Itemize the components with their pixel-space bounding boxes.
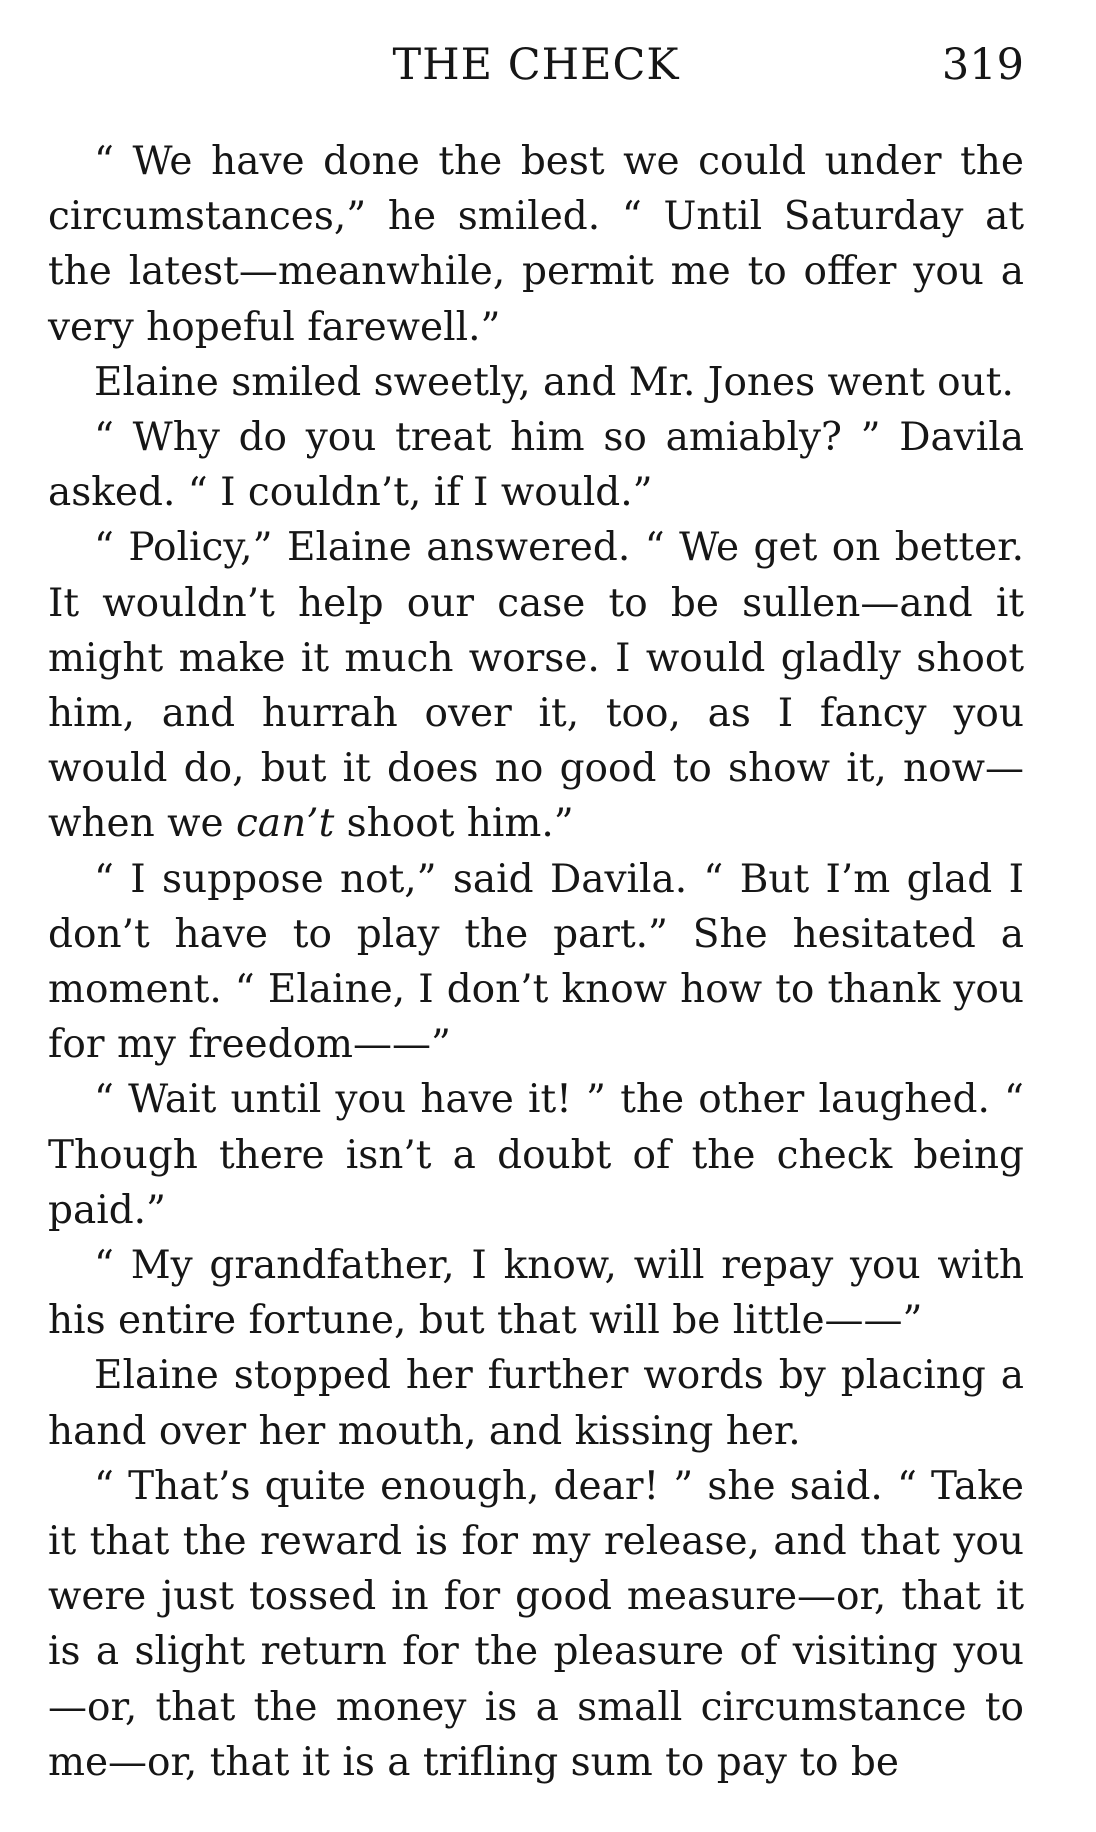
running-title: THE CHECK [392,40,680,90]
paragraph: “ That’s quite enough, dear! ” she said. “ Take it that the reward is for my release, and that you were just tossed in for good measure—or, that it is a slight return for the pleasure of visiting you—or, that the money is a small circumstance to me—or, that it is a trifling sum to pay to be [48,1463,1024,1785]
book-page [48,0,1024,1832]
paragraph: “ My grandfather, I know, will repay you with his entire fortune, but that will be little——” [48,1243,1024,1344]
paragraph-text: shoot him.” [334,801,574,847]
paragraph: “ Why do you treat him so amiably? ” Davila asked. “ I couldn’t, if I would.” [48,415,1024,516]
paragraph: Elaine stopped her further words by placing a hand over her mouth, and kissing her. [48,1353,1024,1454]
paragraph: “ Wait until you have it! ” the other laughed. “ Though there isn’t a doubt of the check being paid.” [48,1077,1024,1233]
paragraph: “ We have done the best we could under the circumstances,” he smiled. “ Until Saturday at the latest—meanwhile, permit me to offer you a very hopeful farewell.” [48,139,1024,350]
paragraph [48,520,1024,851]
running-head [48,40,1024,90]
body-text [48,134,1024,1790]
page-number: 319 [941,40,1024,90]
emphasized-word: can’t [235,801,335,847]
paragraph: Elaine smiled sweetly, and Mr. Jones went out. [94,359,1014,405]
paragraph: “ I suppose not,” said Davila. “ But I’m glad I don’t have to play the part.” She hesitated a moment. “ Elaine, I don’t know how to thank you for my freedom——” [48,856,1024,1068]
paragraph-text: “ Policy,” Elaine answered. “ We get on better. It wouldn’t help our case to be sullen—and it might make it much worse. I would gladly shoot him, and hurrah over it, too, as I fancy you would do, but it does no good to show it, now—when we [48,525,1024,847]
